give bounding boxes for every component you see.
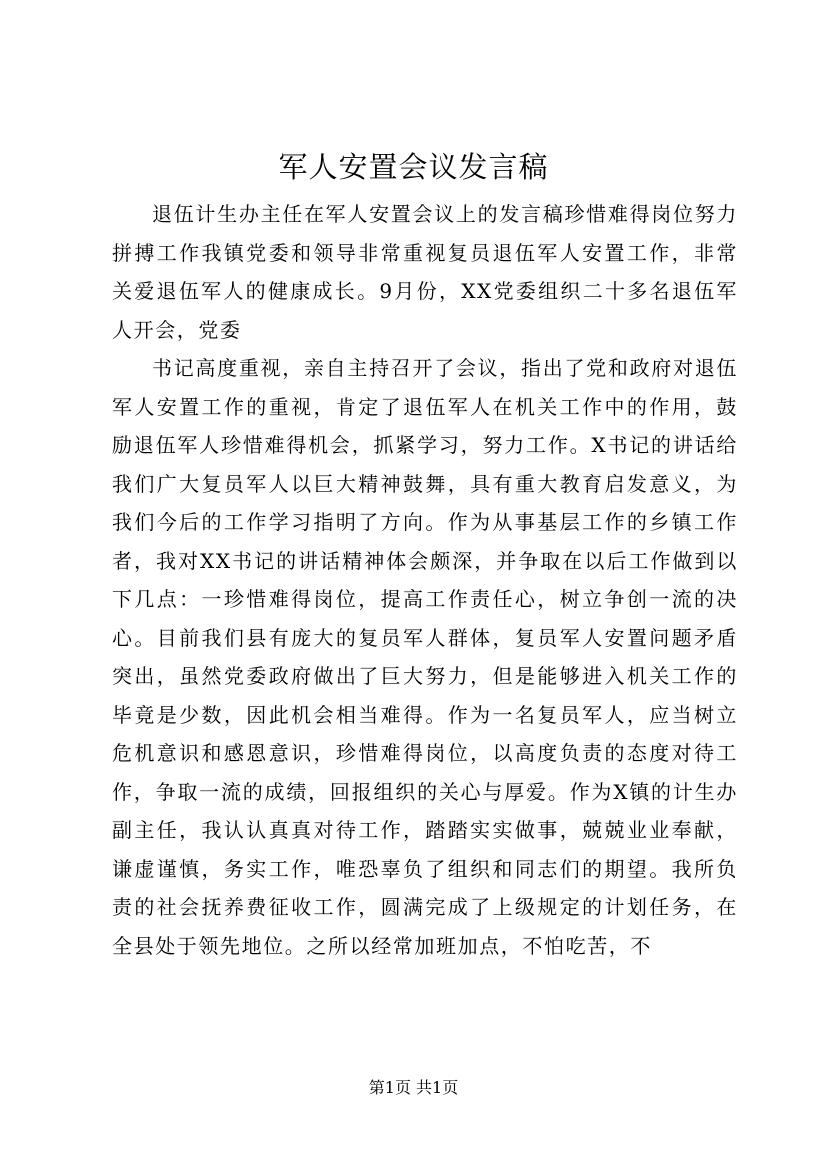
paragraph-1: 退伍计生办主任在军人安置会议上的发言稿珍惜难得岗位努力拼搏工作我镇党委和领导非常重视复员退伍军人安置工作，非常关爱退伍军人的健康成长。9月份，XX党委组织二十多名退伍军人开会，党委 (112, 202, 738, 342)
document-body (112, 195, 738, 965)
page-footer: 第1页 共1页 (368, 1078, 459, 1097)
document-title: 军人安置会议发言稿 (278, 150, 549, 184)
paragraph-2: 书记高度重视，亲自主持召开了会议，指出了党和政府对退伍军人安置工作的重视，肯定了退伍军人在机关工作中的作用，鼓励退伍军人珍惜难得机会，抓紧学习，努力工作。X书记的讲话给我们广大复员军人以巨大精神鼓舞，具有重大教育启发意义，为我们今后的工作学习指明了方向。作为从事基层工作的乡镇工作者，我对XX书记的讲话精神体会颇深，并争取在以后工作做到以下几点：一珍惜难得岗位，提高工作责任心，树立争创一流的决心。目前我们县有庞大的复员军人群体，复员军人安置问题矛盾突出，虽然党委政府做出了巨大努力，但是能够进入机关工作的毕竟是少数，因此机会相当难得。作为一名复员军人，应当树立危机意识和感恩意识，珍惜难得岗位，以高度负责的态度对待工作，争取一流的成绩，回报组织的关心与厚爱。作为X镇的计生办副主任，我认认真真对待工作，踏踏实实做事，兢兢业业奉献，谦虚谨慎，务实工作，唯恐辜负了组织和同志们的期望。我所负责的社会抚养费征收工作，圆满完成了上级规定的计划任务，在全县处于领先地位。之所以经常加班加点，不怕吃苦，不 (112, 356, 738, 958)
